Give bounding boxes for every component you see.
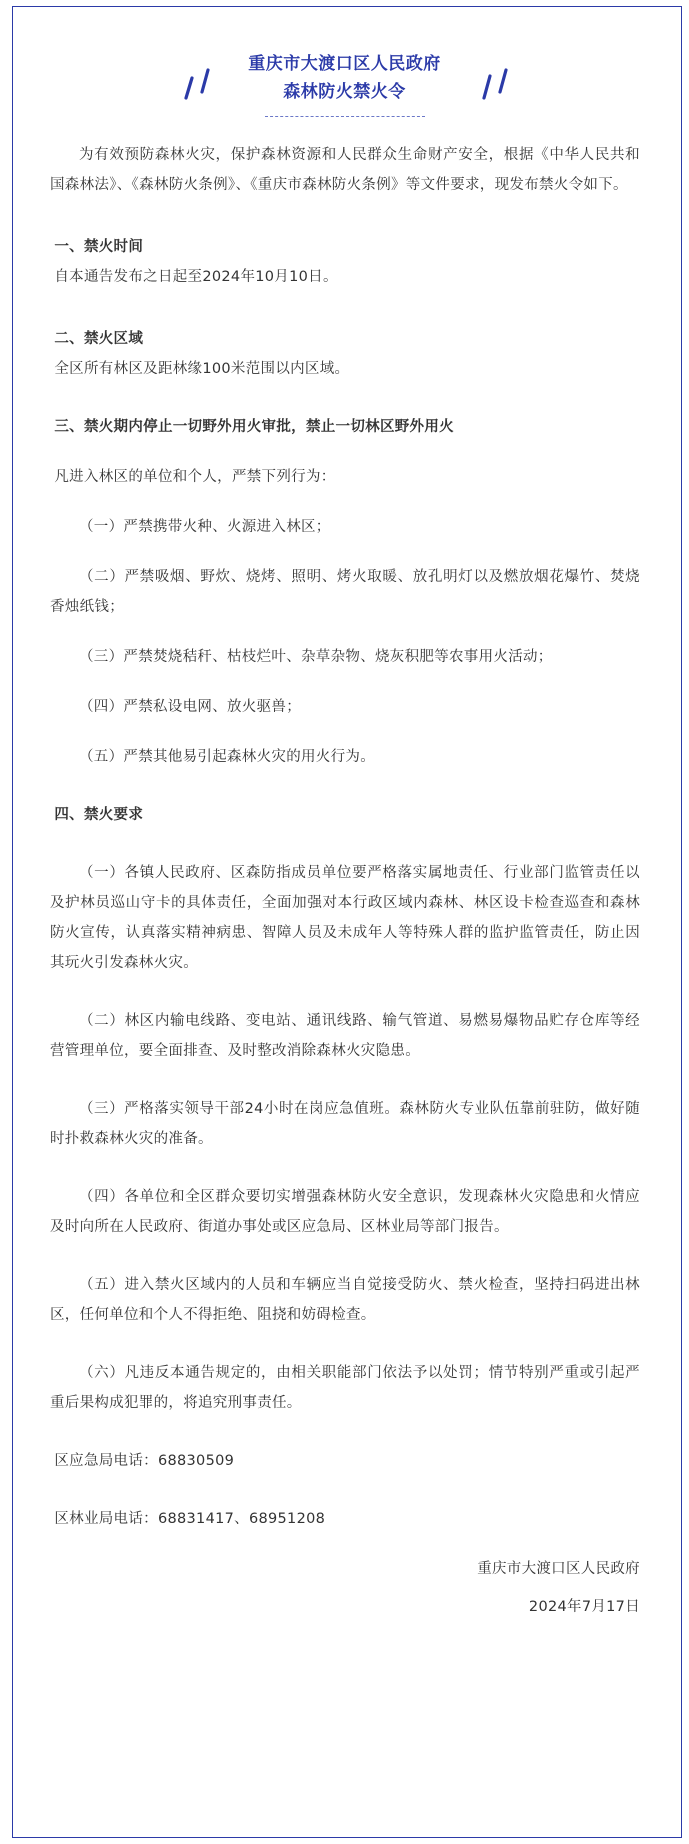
- prohibition-item: （四）严禁私设电网、放火驱兽；: [79, 699, 301, 715]
- section-3-heading: 三、禁火期内停止一切野外用火审批，禁止一切林区野外用火: [54, 419, 454, 435]
- title-line-2: 森林防火禁火令: [283, 82, 406, 102]
- prohibition-item: （三）严禁焚烧秸秆、枯枝烂叶、杂草杂物、烧灰积肥等农事用火活动；: [79, 649, 553, 665]
- forestry-phone: 区林业局电话：68831417、68951208: [54, 1511, 326, 1527]
- section-2-heading: 二、禁火区域: [54, 331, 144, 347]
- requirement-item: （三）严格落实领导干部24小时在岗应急值班。森林防火专业队伍靠前驻防，做好随时扑救森林火灾的准备。: [50, 1101, 640, 1147]
- signature-date: 2024年7月17日: [528, 1599, 640, 1615]
- document-title: [0, 50, 689, 117]
- document-body: [50, 140, 640, 1622]
- requirement-item: （二）林区内输电线路、变电站、通讯线路、输气管道、易燃易爆物品贮存仓库等经营管理单位，要全面排查、及时整改消除森林火灾隐患。: [50, 1013, 640, 1059]
- prohibition-item: （一）严禁携带火种、火源进入林区；: [79, 519, 331, 535]
- requirement-item: （一）各镇人民政府、区森防指成员单位要严格落实属地责任、行业部门监管责任以及护林员巡山守卡的具体责任，全面加强对本行政区域内森林、林区设卡检查巡查和森林防火宣传，认真落实精神病患、智障人员及未成年人等特殊人群的监护监管责任，防止因其玩火引发森林火灾。: [50, 865, 640, 971]
- prohibition-item: （五）严禁其他易引起森林火灾的用火行为。: [79, 749, 375, 765]
- section-2-body: 全区所有林区及距林缘100米范围以内区域。: [54, 361, 350, 377]
- requirement-item: （六）凡违反本通告规定的，由相关职能部门依法予以处罚；情节特别严重或引起严重后果构成犯罪的，将追究刑事责任。: [50, 1365, 640, 1411]
- section-1-body: 自本通告发布之日起至2024年10月10日。: [54, 269, 338, 285]
- section-3-lead: 凡进入林区的单位和个人，严禁下列行为：: [54, 469, 336, 485]
- section-4-heading: 四、禁火要求: [54, 807, 144, 823]
- section-1-heading: 一、禁火时间: [54, 239, 144, 255]
- requirement-item: （五）进入禁火区域内的人员和车辆应当自觉接受防火、禁火检查，坚持扫码进出林区，任何单位和个人不得拒绝、阻挠和妨碍检查。: [50, 1277, 640, 1323]
- emergency-phone: 区应急局电话：68830509: [54, 1453, 235, 1469]
- title-underline: [265, 116, 425, 117]
- requirement-item: （四）各单位和全区群众要切实增强森林防火安全意识，发现森林火灾隐患和火情应及时向所在人民政府、街道办事处或区应急局、区林业局等部门报告。: [50, 1189, 640, 1235]
- signature-org: 重庆市大渡口区人民政府: [477, 1561, 640, 1577]
- intro-paragraph: 为有效预防森林火灾，保护森林资源和人民群众生命财产安全，根据《中华人民共和国森林法》、《森林防火条例》、《重庆市森林防火条例》等文件要求，现发布禁火令如下。: [50, 147, 640, 193]
- title-line-1: 重庆市大渡口区人民政府: [248, 54, 441, 74]
- prohibition-item: （二）严禁吸烟、野炊、烧烤、照明、烤火取暖、放孔明灯以及燃放烟花爆竹、焚烧香烛纸钱；: [50, 569, 640, 615]
